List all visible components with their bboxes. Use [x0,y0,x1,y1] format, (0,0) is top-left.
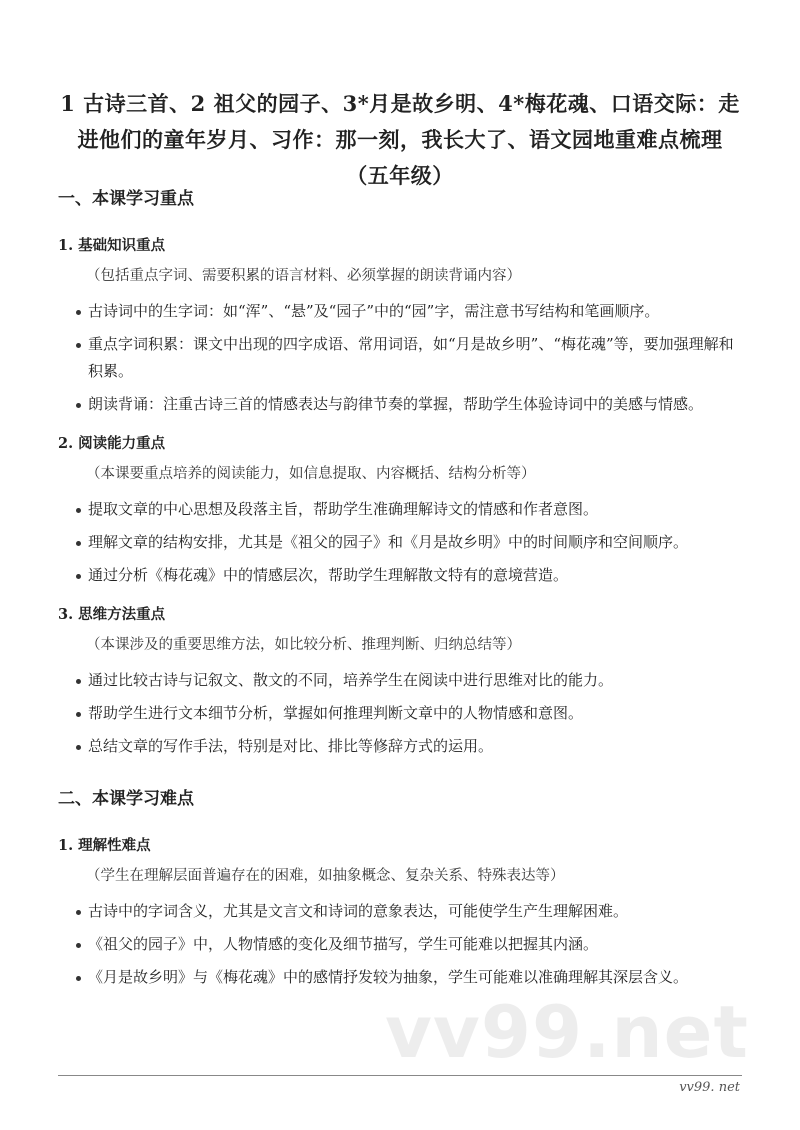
list-item-text: 帮助学生进行文本细节分析，掌握如何推理判断文章中的人物情感和意图。 [88,704,584,722]
subsection [58,432,748,589]
list-item-text: 《月是故乡明》与《梅花魂》中的感情抒发较为抽象，学生可能难以准确理解其深层含义。 [88,968,689,986]
section-heading: 一、本课学习重点 [58,189,194,209]
bullet-list [58,898,748,991]
list-item-text: 总结文章的写作手法，特别是对比、排比等修辞方式的运用。 [88,737,494,755]
bullet-icon [76,310,81,315]
list-item [58,733,748,760]
list-item-text: 古诗词中的生字词：如“浑”、“悬”及“园子”中的“园”字，需注意书写结构和笔画顺序。 [88,302,660,320]
list-item [58,331,748,385]
subsection [58,603,748,760]
section [58,786,748,991]
bullet-icon [76,541,81,546]
title-line-3: （五年级） [346,163,454,188]
subsection-note: （学生在理解层面普遍存在的困难，如抽象概念、复杂关系、特殊表达等） [86,868,565,884]
bullet-icon [76,574,81,579]
title-line-1: 1 古诗三首、2 祖父的园子、3*月是故乡明、4*梅花魂、口语交际：走 [60,91,740,116]
list-item [58,496,748,523]
section [58,186,748,760]
title-line-2: 进他们的童年岁月、习作：那一刻，我长大了、语文园地重难点梳理 [77,127,723,152]
list-item [58,964,748,991]
list-item-text: 通过比较古诗与记叙文、散文的不同，培养学生在阅读中进行思维对比的能力。 [88,671,614,689]
subsection-heading: 3. 思维方法重点 [58,606,166,623]
list-item [58,700,748,727]
subsection-heading: 2. 阅读能力重点 [58,435,166,452]
footer-divider [58,1075,742,1076]
list-item [58,529,748,556]
bullet-icon [76,976,81,981]
bullet-list [58,496,748,589]
list-item [58,391,748,418]
subsection [58,834,748,991]
section-heading: 二、本课学习难点 [58,789,194,809]
subsection [58,234,748,418]
list-item-text: 《祖父的园子》中，人物情感的变化及细节描写，学生可能难以把握其内涵。 [88,935,599,953]
bullet-icon [76,943,81,948]
subsection-heading: 1. 理解性难点 [58,837,151,854]
bullet-icon [76,712,81,717]
subsection-note: （包括重点字词、需要积累的语言材料、必须掌握的朗读背诵内容） [86,268,521,284]
document-body [58,186,748,1005]
footer-text: vv99. net [679,1080,740,1095]
bullet-icon [76,403,81,408]
bullet-icon [76,745,81,750]
list-item-text: 古诗中的字词含义，尤其是文言文和诗词的意象表达，可能使学生产生理解困难。 [88,902,629,920]
list-item [58,562,748,589]
list-item-text: 通过分析《梅花魂》中的情感层次，帮助学生理解散文特有的意境营造。 [88,566,569,584]
list-item [58,667,748,694]
subsection-note: （本课涉及的重要思维方法，如比较分析、推理判断、归纳总结等） [86,637,521,653]
list-item [58,931,748,958]
list-item [58,298,748,325]
bullet-icon [76,343,81,348]
bullet-icon [76,508,81,513]
subsection-heading: 1. 基础知识重点 [58,237,166,254]
list-item-text: 理解文章的结构安排，尤其是《祖父的园子》和《月是故乡明》中的时间顺序和空间顺序。 [88,533,689,551]
list-item-text: 朗读背诵：注重古诗三首的情感表达与韵律节奏的掌握，帮助学生体验诗词中的美感与情感。 [88,395,704,413]
bullet-list [58,298,748,418]
list-item [58,898,748,925]
list-item-text: 提取文章的中心思想及段落主旨，帮助学生准确理解诗文的情感和作者意图。 [88,500,599,518]
document-title [50,86,750,194]
bullet-icon [76,910,81,915]
watermark: vv99.net [385,990,749,1074]
subsection-note: （本课要重点培养的阅读能力，如信息提取、内容概括、结构分析等） [86,466,536,482]
bullet-list [58,667,748,760]
list-item-text: 重点字词积累：课文中出现的四字成语、常用词语，如“月是故乡明”、“梅花魂”等，要加强理解和积累。 [88,335,734,380]
bullet-icon [76,679,81,684]
